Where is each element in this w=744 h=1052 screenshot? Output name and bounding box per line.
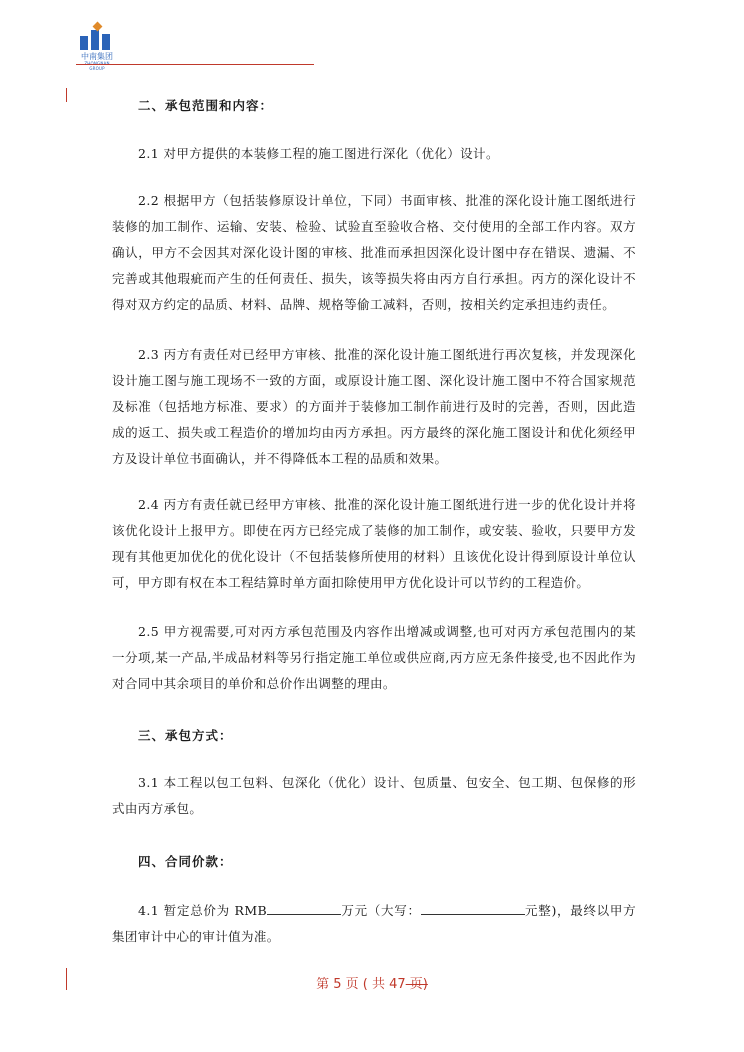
paragraph-2-2: 2.2 根据甲方（包括装修原设计单位，下同）书面审核、批准的深化设计施工图纸进行装修的加工制作、运输、安装、检验、试验直至验收合格、交付使用的全部工作内容。双方确认，甲方不会因其对深化设计图的审核、批准而承担因深化设计图中存在错误、遗漏、不完善或其他瑕疵而产生的任何责任、损失，该等损失将由丙方自行承担。丙方的深化设计不得对双方约定的品质、材料、品牌、规格等偷工减料，否则，按相关约定承担违约责任。 bbox=[112, 193, 636, 312]
price-words-blank[interactable] bbox=[421, 902, 525, 915]
footer-mid: 页 ( 共 bbox=[341, 977, 390, 992]
page-number: 5 bbox=[333, 977, 342, 992]
paragraph-2-3: 2.3 丙方有责任对已经甲方审核、批准的深化设计施工图纸进行再次复核，并发现深化设计施工图与施工现场不一致的方面，或原设计施工图、深化设计施工图中不符合国家规范及标准（包括地方标准、要求）的方面并于装修加工制作前进行及时的完善，否则，因此造成的返工、损失或工程造价的增加均由丙方承担。丙方最终的深化施工图设计和优化须经甲方及设计单位书面确认，并不得降低本工程的品质和效果。 bbox=[112, 347, 636, 466]
footer-suffix: 页) bbox=[405, 977, 428, 992]
logo-text: 中南集团 bbox=[81, 52, 113, 61]
margin-mark-top bbox=[66, 88, 67, 102]
paragraph-2-4: 2.4 丙方有责任就已经甲方审核、批准的深化设计施工图纸进行进一步的优化设计并将该优化设计上报甲方。即使在丙方已经完成了装修的加工制作，或安装、验收，只要甲方发现有其他更加优化的优化设计（不包括装修所使用的材料）且该优化设计得到原设计单位认可，甲方即有权在本工程结算时单方面扣除使用甲方优化设计可以节约的工程造价。 bbox=[112, 497, 636, 590]
paragraph-2-1: 2.1 对甲方提供的本装修工程的施工图进行深化（优化）设计。 bbox=[138, 146, 499, 161]
section-4-heading: 四、合同价款： bbox=[138, 854, 233, 869]
paragraph-3-1: 3.1 本工程以包工包料、包深化（优化）设计、包质量、包安全、包工期、包保修的形式由丙方承包。 bbox=[112, 775, 636, 816]
company-logo bbox=[76, 22, 116, 71]
logo-mark-icon bbox=[78, 28, 114, 50]
price-text-b: 万元（大写： bbox=[341, 903, 421, 918]
footer-prefix: 第 bbox=[316, 977, 334, 992]
paragraph-2-5: 2.5 甲方视需要,可对丙方承包范围及内容作出增减或调整,也可对丙方承包范围内的某一分项,某一产品,半成品材料等另行指定施工单位或供应商,丙方应无条件接受,也不因此作为对合同中其余项目的单价和总价作出调整的理由。 bbox=[112, 624, 636, 691]
price-text-c: 元整)，最终以甲方集团审计中心的审计值为准。 bbox=[112, 903, 636, 944]
logo-subtext: GROUP bbox=[89, 66, 105, 71]
page-footer bbox=[0, 973, 744, 992]
page-total: 47 bbox=[389, 977, 406, 992]
header-divider bbox=[76, 64, 314, 65]
price-text-a: 4.1 暂定总价为 RMB bbox=[138, 903, 268, 918]
paragraph-4-1 bbox=[112, 898, 636, 950]
price-amount-blank[interactable] bbox=[267, 902, 341, 915]
section-2-heading: 二、承包范围和内容： bbox=[138, 98, 274, 113]
section-3-heading: 三、承包方式： bbox=[138, 728, 233, 743]
